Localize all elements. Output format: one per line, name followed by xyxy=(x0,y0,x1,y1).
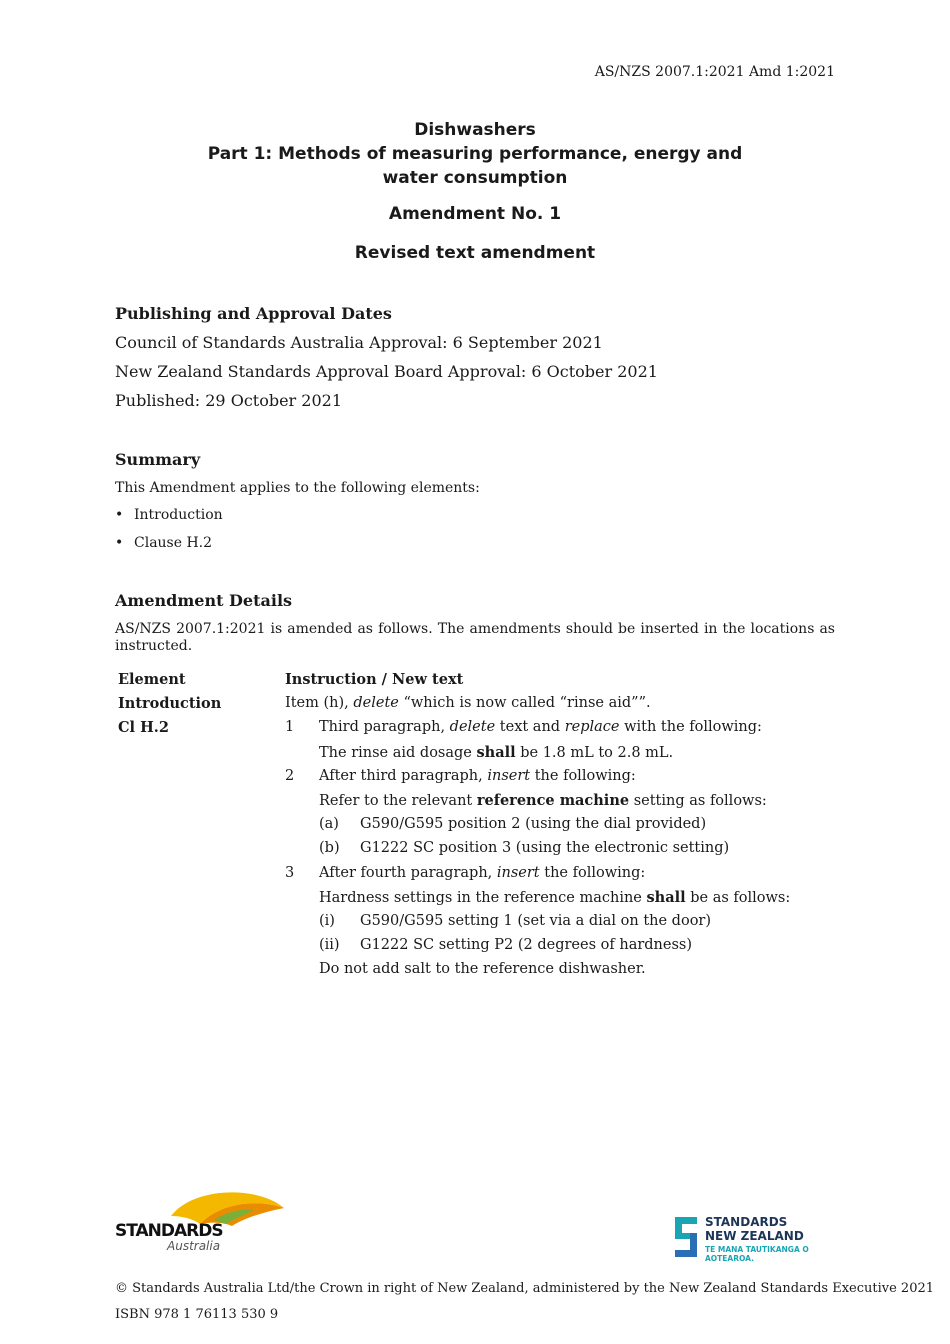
snz-line-2: NEW ZEALAND xyxy=(705,1229,804,1243)
column-header-instruction: Instruction / New text xyxy=(285,671,464,688)
summary-item: • Introduction xyxy=(115,507,223,523)
standards-australia-logo xyxy=(114,1188,289,1254)
bullet-icon: • xyxy=(115,507,124,523)
summary-heading: Summary xyxy=(115,450,201,469)
snz-line-3: TE MANA TAUTIKANGA O AOTEAROA. xyxy=(705,1245,809,1263)
sa-wordmark: STANDARDS xyxy=(115,1221,223,1241)
new-text-1: The rinse aid dosage shall be 1.8 mL to 2.8 mL. xyxy=(319,744,674,761)
council-approval: Council of Standards Australia Approval: 6 September 2021 xyxy=(115,333,603,352)
publishing-heading: Publishing and Approval Dates xyxy=(115,304,392,323)
new-text-3-end: Do not add salt to the reference dishwasher. xyxy=(319,961,646,977)
sa-subtitle: Australia xyxy=(167,1239,221,1253)
list-item: G1222 SC position 3 (using the electronic setting) xyxy=(360,840,730,856)
title-line-3: water consumption xyxy=(382,168,568,188)
list-label: (a) xyxy=(319,816,339,832)
amendment-number: Amendment No. 1 xyxy=(388,204,562,224)
title-line-1: Dishwashers xyxy=(414,120,536,140)
title-line-2: Part 1: Methods of measuring performance, energy and xyxy=(207,144,743,164)
summary-intro: This Amendment applies to the following elements: xyxy=(115,480,480,496)
column-header-element: Element xyxy=(118,671,186,688)
isbn: ISBN 978 1 76113 530 9 xyxy=(115,1307,279,1322)
title-block xyxy=(0,118,950,190)
details-heading: Amendment Details xyxy=(115,591,293,610)
list-item: G1222 SC setting P2 (2 degrees of hardness) xyxy=(360,937,693,953)
details-intro: AS/NZS 2007.1:2021 is amended as follows. The amendments should be inserted in the locations as instructed. xyxy=(115,621,835,654)
snz-mark-icon xyxy=(675,1217,701,1257)
amendment-type: Revised text amendment xyxy=(354,243,596,263)
published-date: Published: 29 October 2021 xyxy=(115,391,342,410)
instruction-number: 1 xyxy=(285,719,295,735)
list-label: (ii) xyxy=(319,937,340,953)
introduction-instruction: Item (h), delete “which is now called “rinse aid””. xyxy=(285,695,651,711)
new-text-2: Refer to the relevant reference machine setting as follows: xyxy=(319,792,767,809)
new-text-3: Hardness settings in the reference machine shall be as follows: xyxy=(319,889,791,906)
nz-board-approval: New Zealand Standards Approval Board Approval: 6 October 2021 xyxy=(115,362,658,381)
instruction-number: 2 xyxy=(285,768,295,784)
instruction-3: After fourth paragraph, insert the following: xyxy=(319,865,646,881)
list-label: (b) xyxy=(319,840,340,856)
list-label: (i) xyxy=(319,913,335,929)
copyright-notice: © Standards Australia Ltd/the Crown in right of New Zealand, administered by the New Zealand Standards Executive 2021 xyxy=(115,1281,935,1296)
element-introduction: Introduction xyxy=(118,695,222,712)
element-clause-h2: Cl H.2 xyxy=(118,719,169,736)
list-item: G590/G595 setting 1 (set via a dial on the door) xyxy=(360,913,712,929)
bullet-icon: • xyxy=(115,535,124,551)
summary-item: • Clause H.2 xyxy=(115,535,213,551)
instruction-1: Third paragraph, delete text and replace with the following: xyxy=(319,719,762,735)
standards-nz-logo xyxy=(675,1215,845,1263)
document-reference: AS/NZS 2007.1:2021 Amd 1:2021 xyxy=(594,64,835,80)
instruction-number: 3 xyxy=(285,865,295,881)
list-item: G590/G595 position 2 (using the dial provided) xyxy=(360,816,707,832)
snz-line-1: STANDARDS xyxy=(705,1215,788,1229)
instruction-2: After third paragraph, insert the following: xyxy=(319,768,636,784)
